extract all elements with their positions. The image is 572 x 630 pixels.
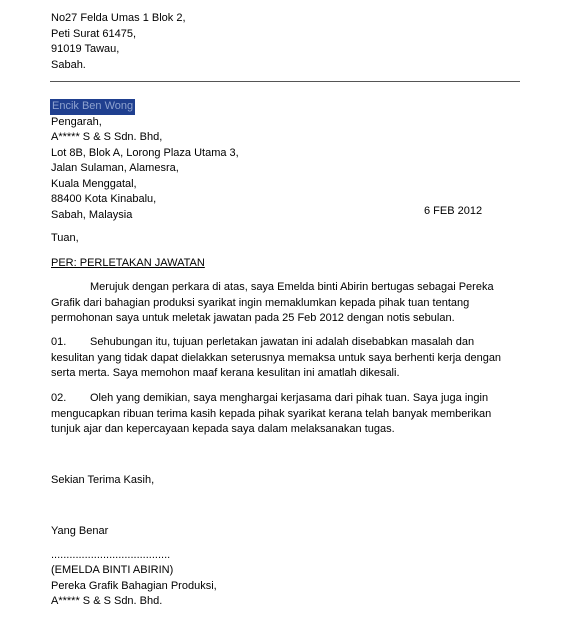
recipient-address-line: Pengarah, — [51, 115, 102, 128]
recipient-address-line: A***** S & S Sdn. Bhd, — [51, 131, 163, 143]
letter-subject: PER: PERLETAKAN JAWATAN — [51, 257, 205, 269]
sender-address-line: No27 Felda Umas 1 Blok 2, — [51, 12, 186, 24]
paragraph-line: Grafik dari bahagian produksi syarikat ingin memaklumkan kepada pihak tuan tentang — [51, 296, 470, 309]
salutation: Tuan, — [51, 232, 79, 244]
paragraph-number: 01. — [51, 336, 67, 348]
paragraph-line: permohonan saya untuk meletak jawatan pada 25 Feb 2012 dengan notis sebulan. — [51, 312, 455, 324]
yours-truly: Yang Benar — [51, 525, 109, 537]
paragraph-line: kesulitan yang tidak dapat dielakkan seterusnya memaksa untuk saya berhenti kerja dengan — [51, 351, 502, 364]
sender-address-line: Peti Surat 61475, — [51, 27, 137, 40]
closing-remark: Sekian Terima Kasih, — [51, 474, 155, 486]
recipient-address-line: Jalan Sulaman, Alamesra, — [51, 162, 179, 174]
signatory-line: A***** S & S Sdn. Bhd. — [51, 595, 163, 607]
recipient-address-line: Kuala Menggatal, — [51, 177, 137, 190]
signatory-line: (EMELDA BINTI ABIRIN) — [51, 564, 174, 576]
sender-address-line: 91019 Tawau, — [51, 43, 120, 55]
paragraph-line: Oleh yang demikian, saya menghargai kerjasama dari pihak tuan. Saya juga ingin — [90, 392, 489, 404]
recipient-address-line: Lot 8B, Blok A, Lorong Plaza Utama 3, — [51, 146, 239, 159]
paragraph-line: Merujuk dengan perkara di atas, saya Emelda binti Abirin bertugas sebagai Pereka — [90, 281, 494, 293]
paragraph-intro — [51, 280, 521, 327]
paragraph-line: tunjuk ajar dan kepercayaan kepada saya dalam melaksanakan tugas. — [51, 423, 395, 435]
recipient-address-line: Sabah, Malaysia — [51, 208, 133, 221]
paragraph-number: 02. — [51, 392, 67, 404]
signatory-block — [51, 563, 217, 610]
header-divider — [50, 81, 520, 82]
recipient-address — [51, 99, 239, 223]
sender-address-line: Sabah. — [51, 58, 86, 71]
paragraph-01 — [51, 335, 521, 382]
sender-address — [51, 11, 186, 73]
signature-line: ....................................... — [51, 549, 171, 561]
paragraph-line: mengucapkan ribuan terima kasih kepada pihak syarikat kerana telah banyak memberikan — [51, 407, 492, 420]
paragraph-line: serta merta. Saya memohon maaf kerana kesulitan ini amatlah dikesali. — [51, 367, 400, 379]
paragraph-02 — [51, 391, 521, 438]
signatory-line: Pereka Grafik Bahagian Produksi, — [51, 579, 217, 592]
paragraph-line: Sehubungan itu, tujuan perletakan jawatan ini adalah disebabkan masalah dan — [90, 336, 475, 348]
letter-date: 6 FEB 2012 — [424, 205, 483, 217]
recipient-name-selected[interactable]: Encik Ben Wong — [50, 99, 135, 115]
recipient-address-line: 88400 Kota Kinabalu, — [51, 193, 157, 205]
